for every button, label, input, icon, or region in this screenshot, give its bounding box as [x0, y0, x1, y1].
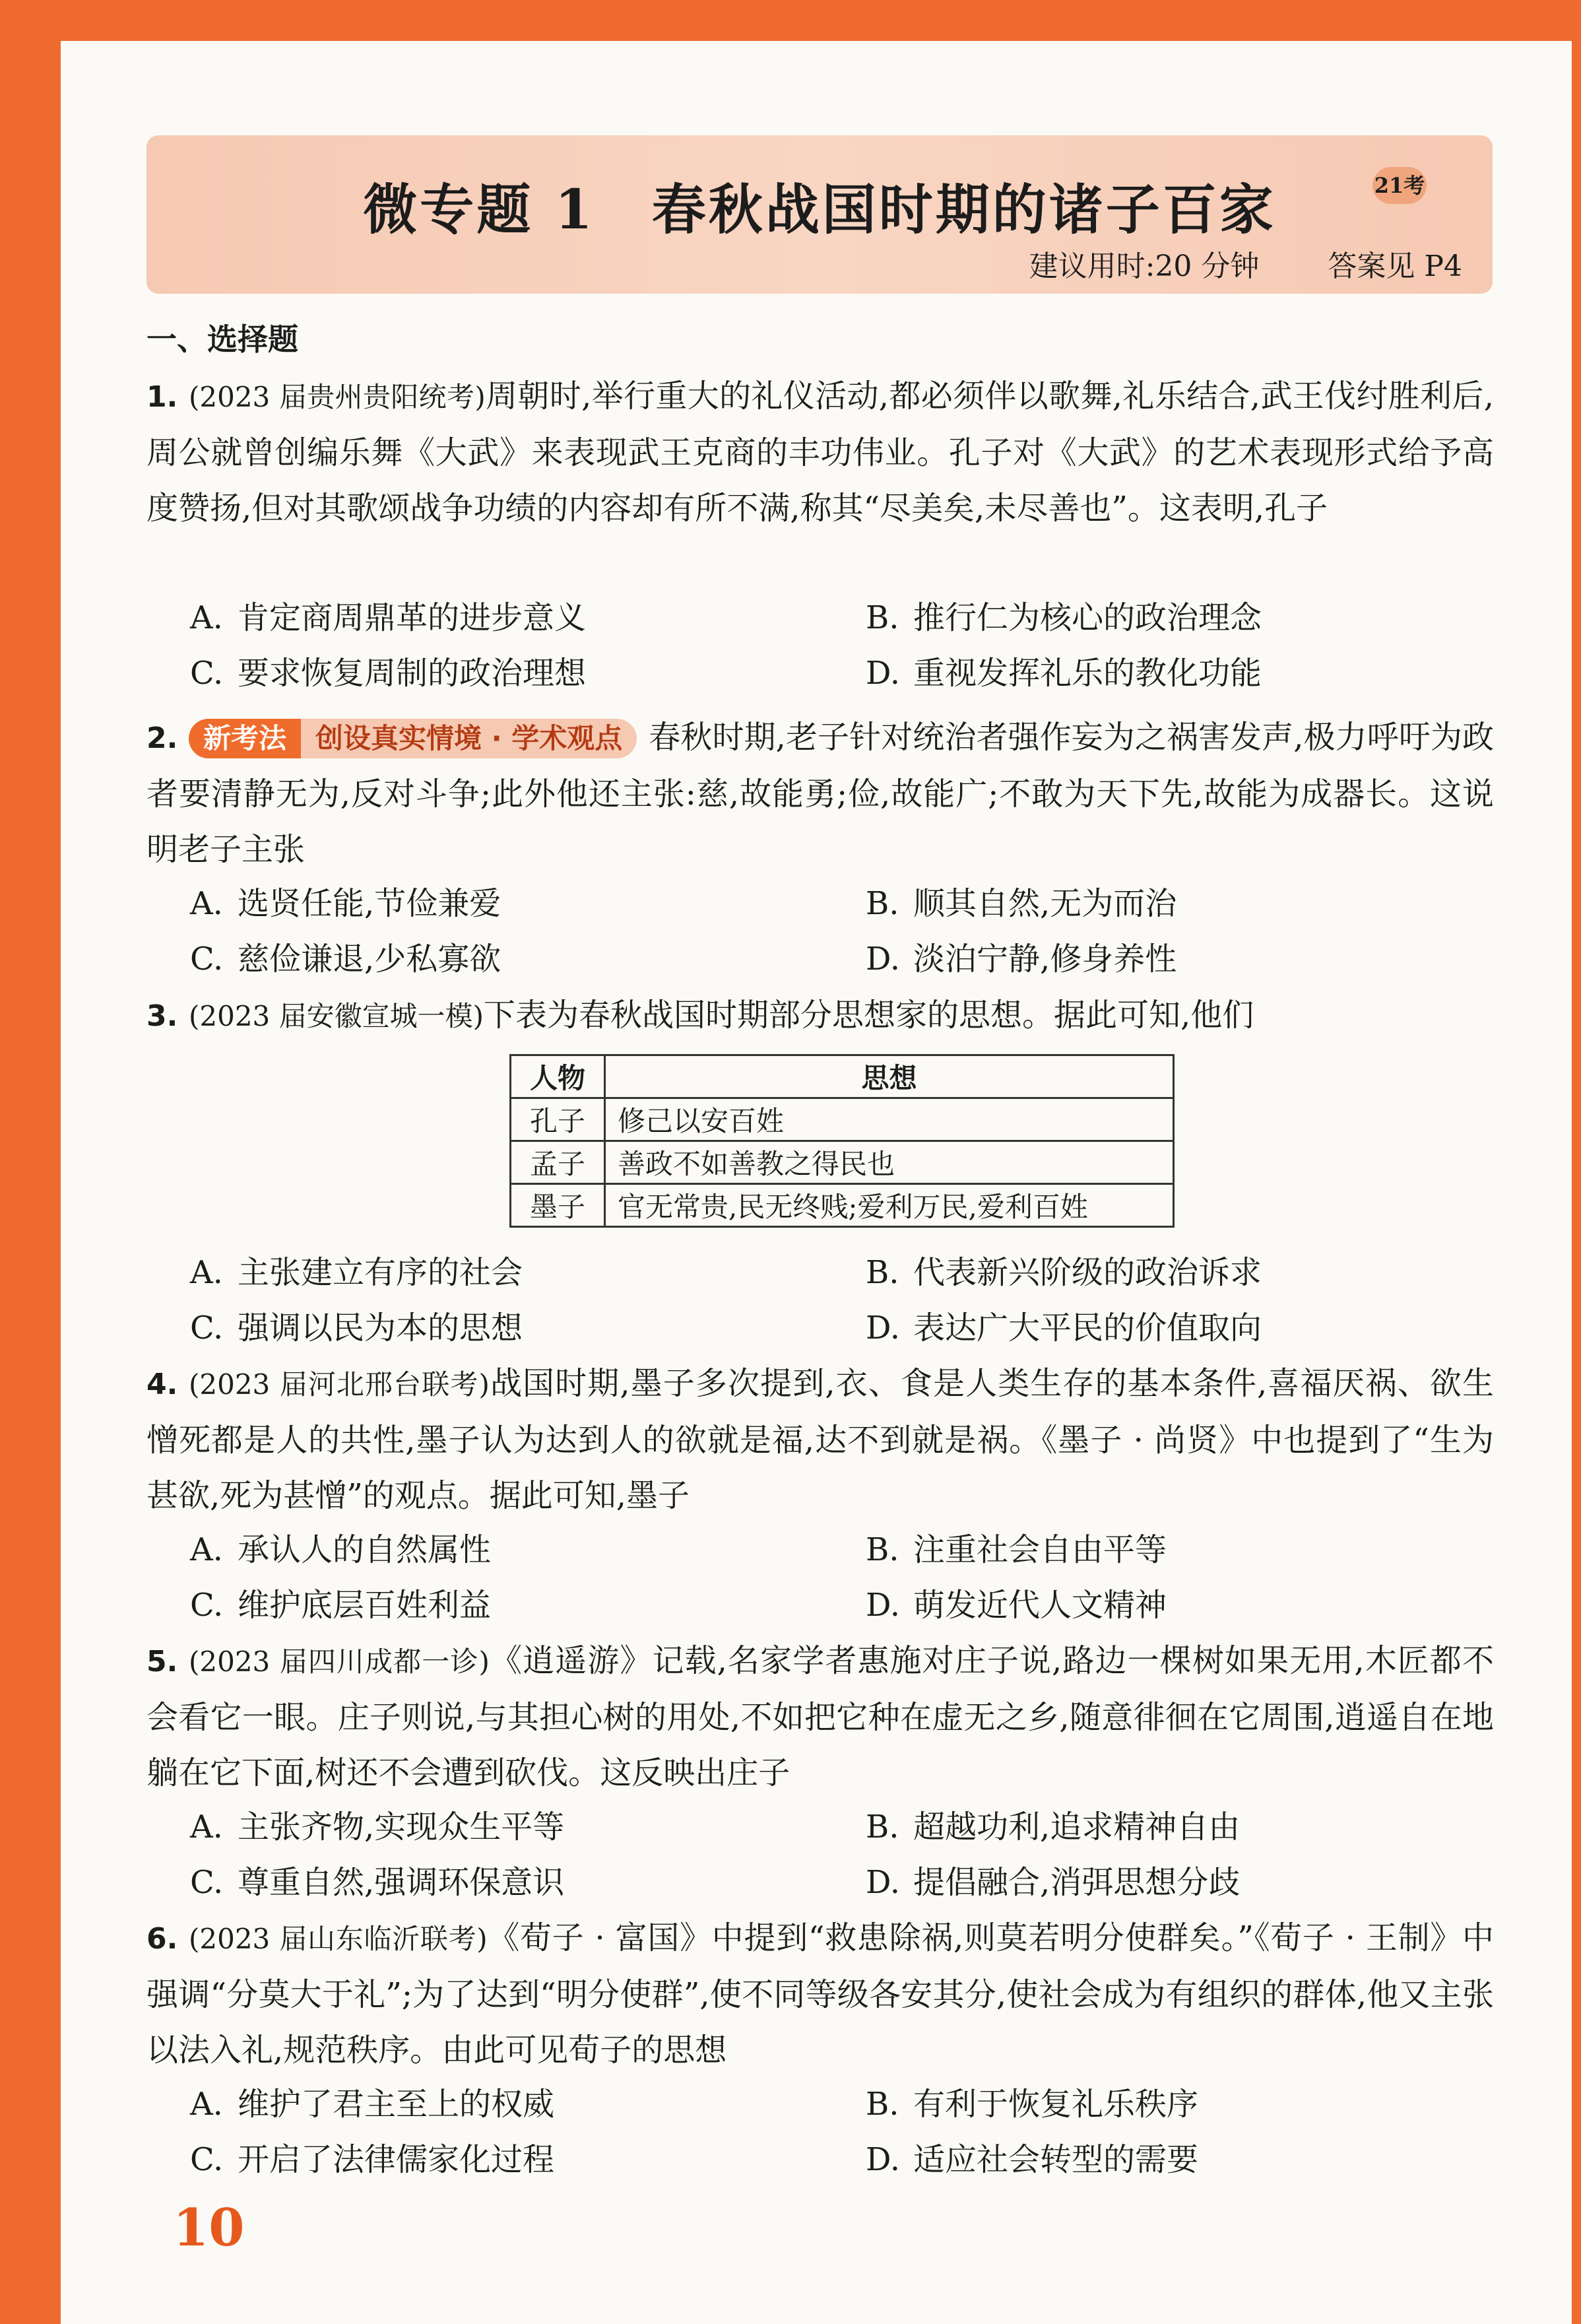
- question-1: [146, 368, 1494, 701]
- question-source: (2023 届河北邢台联考): [189, 1368, 490, 1401]
- title-banner: [146, 135, 1493, 294]
- banner-meta: [970, 242, 1462, 284]
- question-4: [146, 1356, 1494, 1633]
- table-cell: 修己以安百姓: [605, 1098, 1174, 1141]
- question-number: 6.: [146, 1922, 178, 1956]
- question-text: 《荀子 · 富国》中提到“救患除祸,则莫若明分使群矣。”《荀子 · 王制》中强调“分莫大于礼”;为了达到“明分使群”,使不同等级各安其分,使社会成为有组织的群体,他又主张以法入礼,规范秩序。由此可见荀子的思想: [146, 1919, 1494, 2069]
- table-cell: 孟子: [511, 1141, 605, 1184]
- option-d[interactable]: D. 淡泊宁静,修身养性: [866, 941, 1177, 978]
- answer-reference: 答案见 P4: [1328, 249, 1462, 283]
- option-b[interactable]: B. 代表新兴阶级的政治诉求: [866, 1254, 1262, 1291]
- new-method-tag: 新考法: [189, 719, 301, 758]
- option-a[interactable]: A. 主张建立有序的社会: [190, 1254, 523, 1291]
- option-c[interactable]: C. 慈俭谦退,少私寡欲: [190, 941, 501, 978]
- question-number: 1.: [146, 380, 178, 414]
- question-text: 春秋时期,老子针对统治者强作妄为之祸害发声,极力呼吁为政者要清静无为,反对斗争;此外他还主张:慈,故能勇;俭,故能广;不敢为天下先,故能为成器长。这说明老子主张: [146, 719, 1494, 868]
- option-d[interactable]: D. 重视发挥礼乐的教化功能: [866, 655, 1262, 692]
- question-text: 周朝时,举行重大的礼仪活动,都必须伴以歌舞,礼乐结合,武王伐纣胜利后,周公就曾创编乐舞《大武》来表现武王克商的丰功伟业。孔子对《大武》的艺术表现形式给予高度赞扬,但对其歌颂战争功绩的内容却有所不满,称其“尽美矣,未尽善也”。这表明,孔子: [146, 378, 1494, 527]
- question-6: [146, 1910, 1494, 2187]
- options: [146, 1245, 1494, 1356]
- table-header: 思想: [605, 1055, 1174, 1098]
- option-d[interactable]: D. 萌发近代人文精神: [866, 1587, 1167, 1624]
- option-d[interactable]: D. 适应社会转型的需要: [866, 2141, 1199, 2178]
- options: [146, 1522, 1494, 1633]
- option-c[interactable]: C. 尊重自然,强调环保意识: [190, 1864, 565, 1901]
- context-tag: 创设真实情境 · 学术观点: [301, 719, 637, 758]
- option-b[interactable]: B. 顺其自然,无为而治: [866, 885, 1177, 922]
- table-cell: 孔子: [511, 1098, 605, 1141]
- table-row: [511, 1098, 1174, 1141]
- question-5: [146, 1633, 1494, 1910]
- option-c[interactable]: C. 强调以民为本的思想: [190, 1310, 523, 1346]
- question-text: 战国时期,墨子多次提到,衣、食是人类生存的基本条件,喜福厌祸、欲生憎死都是人的共性,墨子认为达到人的欲就是福,达不到就是祸。《墨子 · 尚贤》中也提到了“生为甚欲,死为甚憎”的观点。据此可知,墨子: [146, 1365, 1495, 1514]
- options: [146, 1799, 1494, 1910]
- option-b[interactable]: B. 推行仁为核心的政治理念: [866, 599, 1262, 636]
- question-source: (2023 届贵州贵阳统考): [189, 381, 486, 413]
- exam-count-badge: 21考: [1372, 167, 1427, 204]
- options: [146, 590, 1494, 701]
- question-source: (2023 届安徽宣城一模): [189, 1000, 484, 1032]
- question-source: (2023 届山东临沂联考): [189, 1923, 488, 1955]
- question-number: 5.: [146, 1645, 178, 1678]
- option-a[interactable]: A. 选贤任能,节俭兼爱: [190, 885, 501, 922]
- option-d[interactable]: D. 表达广大平民的价值取向: [866, 1310, 1262, 1346]
- option-b[interactable]: B. 超越功利,追求精神自由: [866, 1809, 1241, 1845]
- question-number: 3.: [146, 999, 178, 1033]
- thinkers-table: [509, 1054, 1175, 1228]
- table-row: [511, 1184, 1174, 1227]
- table-header-row: [511, 1055, 1174, 1098]
- table-cell: 墨子: [511, 1184, 605, 1227]
- section-heading: 一、选择题: [146, 321, 298, 357]
- suggested-time: 建议用时:20 分钟: [1029, 249, 1260, 283]
- question-text: 《逍遥游》记载,名家学者惠施对庄子说,路边一棵树如果无用,木匠都不会看它一眼。庄子则说,与其担心树的用处,不如把它种在虚无之乡,随意徘徊在它周围,逍遥自在地躺在它下面,树还不会遭到砍伐。这反映出庄子: [146, 1642, 1495, 1791]
- page-number: 10: [173, 2198, 245, 2258]
- option-a[interactable]: A. 承认人的自然属性: [190, 1531, 492, 1568]
- question-3-options: [146, 1245, 1494, 1356]
- option-a[interactable]: A. 肯定商周鼎革的进步意义: [190, 599, 587, 636]
- option-b[interactable]: B. 注重社会自由平等: [866, 1531, 1167, 1568]
- question-number: 2.: [146, 721, 178, 755]
- option-d[interactable]: D. 提倡融合,消弭思想分歧: [866, 1864, 1241, 1901]
- option-c[interactable]: C. 开启了法律儒家化过程: [190, 2141, 555, 2178]
- question-number: 4.: [146, 1368, 178, 1401]
- option-c[interactable]: C. 维护底层百姓利益: [190, 1587, 492, 1624]
- question-source: (2023 届四川成都一诊): [189, 1645, 490, 1678]
- option-b[interactable]: B. 有利于恢复礼乐秩序: [866, 2086, 1199, 2123]
- page-title: 微专题 1 春秋战国时期的诸子百家: [363, 178, 1276, 242]
- table-header: 人物: [511, 1055, 605, 1098]
- table-cell: 官无常贵,民无终贱;爱利万民,爱利百姓: [605, 1184, 1174, 1227]
- table-cell: 善政不如善教之得民也: [605, 1141, 1174, 1184]
- question-3: [146, 987, 1494, 1043]
- table-row: [511, 1141, 1174, 1184]
- option-a[interactable]: A. 主张齐物,实现众生平等: [190, 1809, 565, 1845]
- question-text: 下表为春秋战国时期部分思想家的思想。据此可知,他们: [484, 997, 1254, 1034]
- option-c[interactable]: C. 要求恢复周制的政治理想: [190, 655, 587, 692]
- option-a[interactable]: A. 维护了君主至上的权威: [190, 2086, 555, 2123]
- options: [146, 876, 1494, 987]
- options: [146, 2076, 1494, 2187]
- question-2: [146, 710, 1494, 987]
